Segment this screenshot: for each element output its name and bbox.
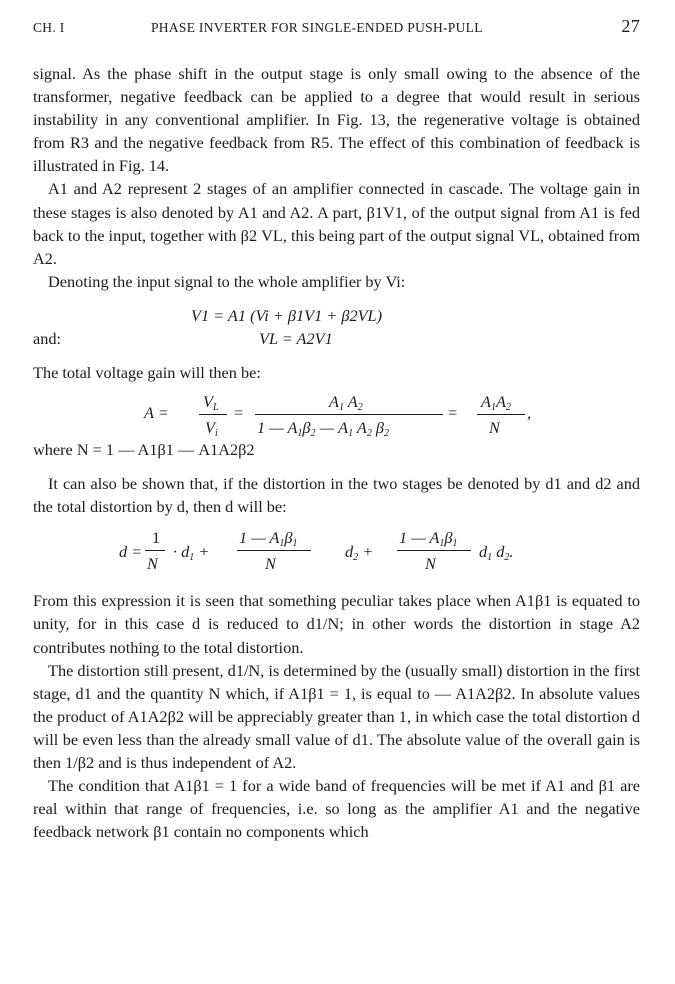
paragraph-gain-intro: The total voltage gain will then be: [33, 362, 261, 382]
page-number: 27 [621, 16, 640, 36]
paragraph-3: Denoting the input signal to the whole amplifier by Vi: [48, 271, 406, 291]
paragraph-distortion-intro: It can also be shown that, if the distortion in the two stages be denoted by d1 and d2 and the total distortion by d, then d will be: [33, 474, 640, 517]
paragraph-condition: The condition that A1β1 = 1 for a wide band of frequencies will be met if A1 and β1 are real within that range of frequencies, i.e. so long as the amplifier A1 and the negative feedback network β1 contain no components which [33, 776, 640, 842]
equation-input [33, 304, 640, 327]
paragraph-2: A1 and A2 represent 2 stages of an amplifier connected in cascade. The voltage gain in these stages is also denoted by A1 and A2. A part, β1V1, of the output signal from A1 is fed back to the input, together with β2 VL, this being part of the output signal VL, obtained from A2. [33, 179, 640, 268]
running-title: PHASE INVERTER FOR SINGLE-ENDED PUSH-PULL [151, 20, 483, 35]
equation-input-text: V1 = A1 (Vi + β1V1 + β2VL) [191, 305, 383, 325]
paragraph-distortion-present: The distortion still present, d1/N, is determined by the (usually small) distortion in the first stage, d1 and the quantity N which, if A1β1 = 1, is equal to — A1A2β2. In absolute values the product of A1A2β2 will be appreciably greater than 1, in which case the total distortion d will be even less than the already small value of d1. The absolute value of the overall gain is then 1/β2 and is thus independent of A2. [33, 660, 640, 772]
paragraph-peculiar: From this expression it is seen that something peculiar takes place when A1β1 is equated to unity, for in this case d is reduced to d1/N; in other words the distortion in stage A2 contributes nothing to the total distortion. [33, 591, 640, 657]
page-body [33, 62, 640, 843]
equation-distortion: d = 1 N · $d_1$ + 1 — $A_1\beta_1$ N $d_2$ + 1 — $A_1\beta_1$ N $d_1$ $d_2$. [119, 528, 514, 574]
paragraph-1: signal. As the phase shift in the output stage is only small owing to the absence of the transformer, negative feedback can be applied to a degree that would result in serious instability in any conventional amplifier. In Fig. 13, the regenerative voltage is obtained from R3 and the negative feedback from R5. The effect of this combination of feedback is illustrated in Fig. 14. [33, 64, 640, 176]
equation-gain: A = $V_L$ $V_i$ = $A_1$ $A_2$ 1 — $A_1\beta_2$ — $A_1$ $A_2$ $\beta_2$ = $A_1A_2$ N , [144, 392, 532, 440]
running-head [33, 16, 640, 40]
paragraph-where-n: where N = 1 — A1β1 — A1A2β2 [33, 440, 255, 460]
and-label: and: [33, 328, 62, 348]
equation-output-row [33, 327, 640, 350]
equation-output-text: VL = A2V1 [259, 328, 333, 348]
chapter-label: CH. I [33, 20, 65, 35]
